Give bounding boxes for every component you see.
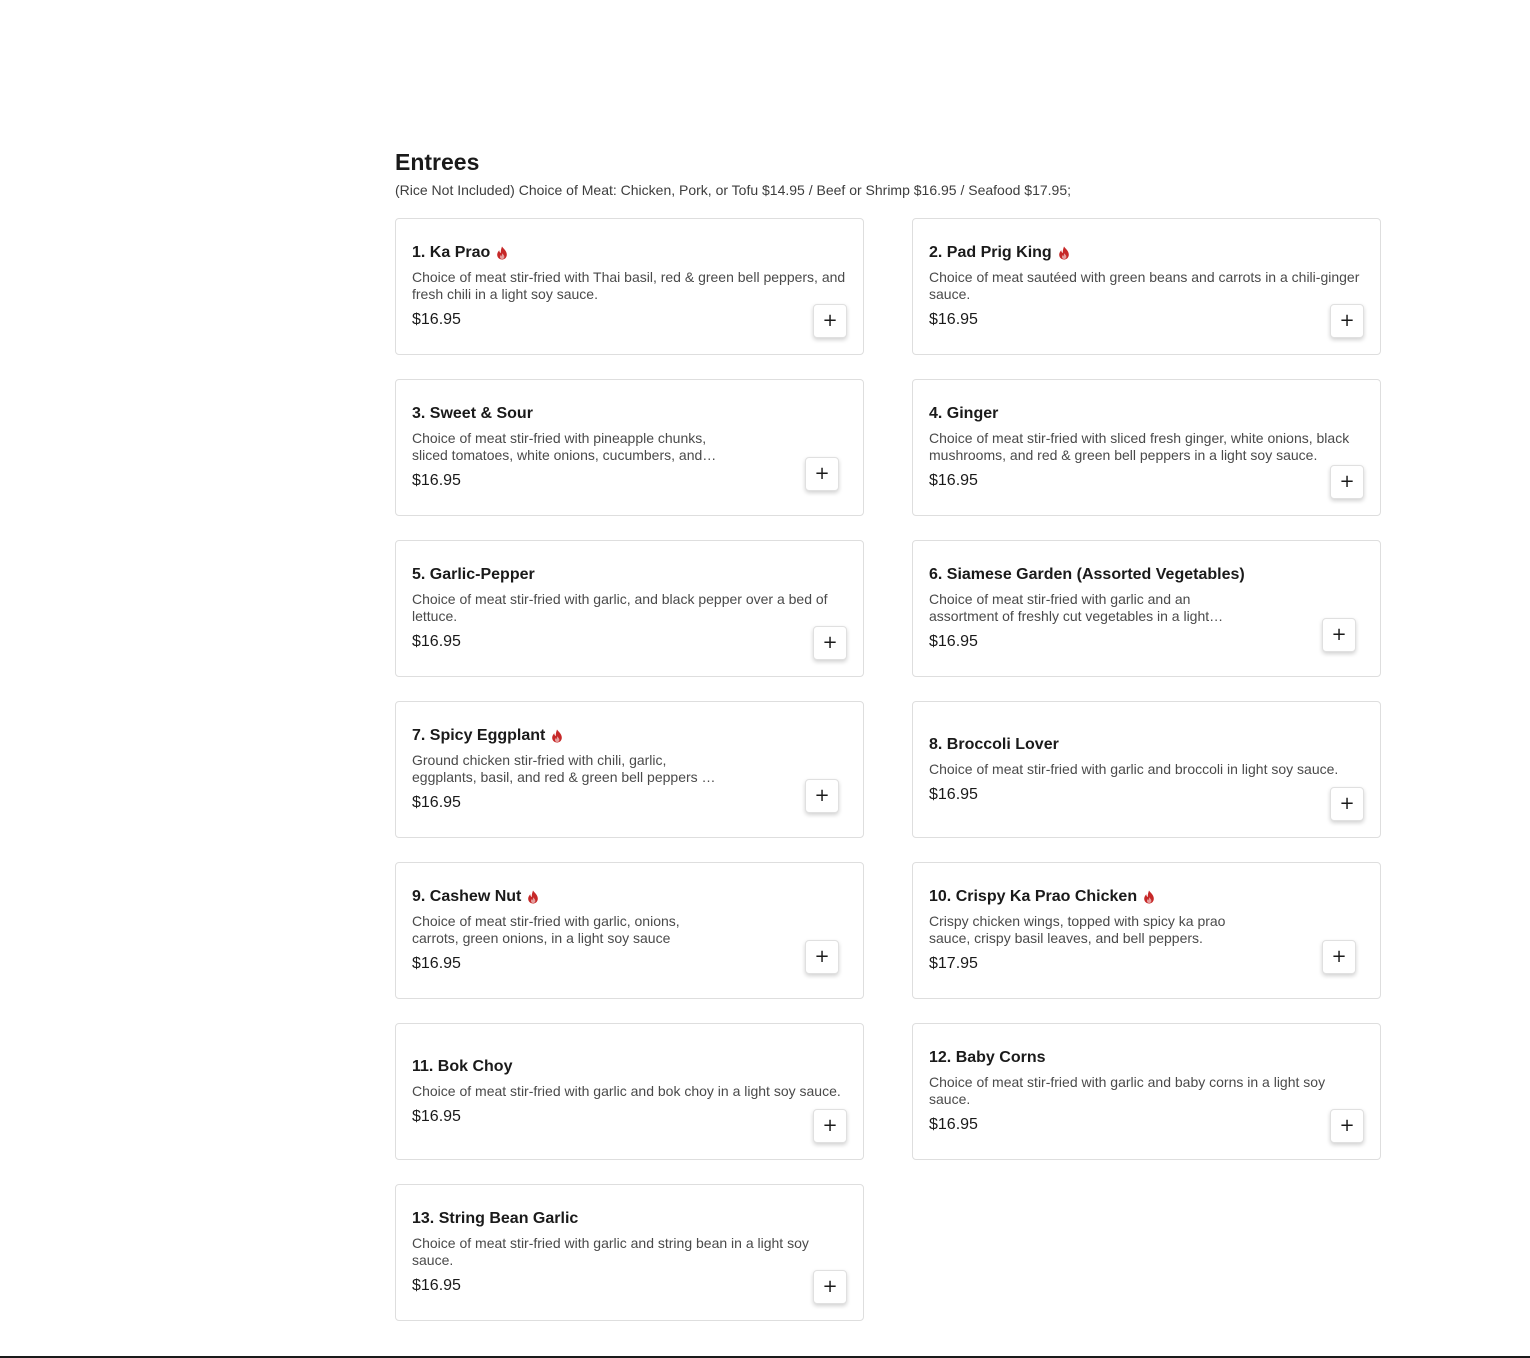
menu-item-card[interactable] <box>395 218 864 355</box>
menu-item-description: Choice of meat stir-fried with garlic and baby corns in a light soy sauce. <box>929 1074 1326 1107</box>
menu-item-name: 8. Broccoli Lover <box>929 735 1059 753</box>
menu-item-name: 9. Cashew Nut <box>412 888 522 905</box>
plus-icon: + <box>1339 793 1355 814</box>
menu-item-title-row <box>929 734 1364 756</box>
plus-icon: + <box>814 946 830 967</box>
menu-item-title-row <box>929 564 1364 586</box>
menu-item-title-row <box>412 403 847 425</box>
menu-item-card[interactable] <box>395 862 864 999</box>
menu-item-price: $16.95 <box>412 794 461 811</box>
add-item-button[interactable] <box>1330 465 1364 499</box>
menu-item-price: $16.95 <box>929 311 978 328</box>
spicy-flame-icon <box>551 729 563 743</box>
plus-icon: + <box>1339 1115 1355 1136</box>
menu-item-name: 7. Spicy Eggplant <box>412 727 546 744</box>
menu-item-name: 11. Bok Choy <box>412 1057 513 1075</box>
menu-item-title-row <box>929 403 1364 425</box>
add-item-button[interactable] <box>1330 1109 1364 1143</box>
menu-item-content <box>412 725 847 814</box>
plus-icon: + <box>822 1276 838 1297</box>
add-item-button[interactable] <box>805 457 839 491</box>
menu-item-content <box>412 886 847 975</box>
menu-item-price: $16.95 <box>929 633 978 650</box>
menu-item-name: 4. Ginger <box>929 405 999 422</box>
menu-item-description: Choice of meat stir-fried with garlic, onions, carrots, green onions, in a light soy sauce <box>412 913 680 946</box>
menu-item-grid <box>395 218 1381 1321</box>
menu-item-price: $16.95 <box>412 1277 461 1294</box>
menu-item-content <box>929 403 1364 492</box>
section-title: Entrees <box>395 149 480 175</box>
menu-item-description: Choice of meat stir-fried with Thai basil, red & green bell peppers, and fresh chili in a light soy sauce. <box>412 269 846 302</box>
menu-item-price: $17.95 <box>929 955 978 972</box>
menu-item-name: 13. String Bean Garlic <box>412 1210 579 1227</box>
menu-item-content <box>412 242 847 331</box>
menu-item-content <box>929 1047 1364 1136</box>
menu-item-description: Choice of meat stir-fried with garlic and broccoli in light soy sauce. <box>929 760 1339 777</box>
menu-item-description: Choice of meat stir-fried with garlic and string bean in a light soy sauce. <box>412 1235 809 1268</box>
menu-item-name: 6. Siamese Garden (Assorted Vegetables) <box>929 566 1245 583</box>
menu-item-name: 2. Pad Prig King <box>929 244 1052 261</box>
menu-item-description: Choice of meat stir-fried with pineapple chunks, sliced tomatoes, white onions, cucumbers, and <box>412 430 707 463</box>
add-item-button[interactable] <box>1322 940 1356 974</box>
menu-item-title-row <box>412 1056 847 1078</box>
menu-item-content <box>929 564 1364 653</box>
menu-item-card[interactable] <box>395 1184 864 1321</box>
menu-item-content <box>929 242 1364 331</box>
add-item-button[interactable] <box>813 626 847 660</box>
menu-item-description: Choice of meat stir-fried with sliced fresh ginger, white onions, black mushrooms, and red & green bell peppers in a light soy sauce. <box>929 430 1350 463</box>
menu-item-name: 5. Garlic-Pepper <box>412 566 535 583</box>
menu-item-title-row <box>412 886 847 908</box>
menu-item-price: $16.95 <box>412 955 461 972</box>
plus-icon: + <box>822 1115 838 1136</box>
add-item-button[interactable] <box>805 779 839 813</box>
menu-item-price: $16.95 <box>929 1116 978 1133</box>
plus-icon: + <box>822 632 838 653</box>
menu-item-price: $16.95 <box>412 472 461 489</box>
menu-item-description: Ground chicken stir-fried with chili, garlic, eggplants, basil, and red & green bell peppers in <box>412 752 713 785</box>
menu-item-title-row <box>412 1208 847 1230</box>
plus-icon: + <box>814 785 830 806</box>
menu-item-card[interactable] <box>912 379 1381 516</box>
plus-icon: + <box>1339 310 1355 331</box>
section-subtitle: (Rice Not Included) Choice of Meat: Chicken, Pork, or Tofu $14.95 / Beef or Shrimp $16.95 / Seafood $17.95; <box>395 182 1072 198</box>
menu-item-title-row <box>929 1047 1364 1069</box>
menu-item-name: 12. Baby Corns <box>929 1049 1046 1066</box>
add-item-button[interactable] <box>1330 304 1364 338</box>
add-item-button[interactable] <box>813 1270 847 1304</box>
menu-item-description: Choice of meat sautéed with green beans and carrots in a chili-ginger sauce. <box>929 269 1360 302</box>
menu-item-name: 1. Ka Prao <box>412 244 491 261</box>
menu-item-content <box>412 1056 847 1128</box>
menu-item-content <box>929 886 1364 975</box>
plus-icon: + <box>1331 946 1347 967</box>
entrees-section <box>395 146 1381 1321</box>
add-item-button[interactable] <box>813 1109 847 1143</box>
spicy-flame-icon <box>1058 246 1070 260</box>
menu-item-name: 10. Crispy Ka Prao Chicken <box>929 888 1138 905</box>
plus-icon: + <box>822 310 838 331</box>
menu-item-title-row <box>929 242 1364 264</box>
menu-item-card[interactable] <box>912 862 1381 999</box>
menu-item-card[interactable] <box>395 379 864 516</box>
menu-item-title-row <box>412 242 847 264</box>
menu-item-description: Crispy chicken wings, topped with spicy ka prao sauce, crispy basil leaves, and bell peppers. <box>929 913 1226 946</box>
add-item-button[interactable] <box>1330 787 1364 821</box>
plus-icon: + <box>1339 471 1355 492</box>
menu-item-content <box>412 1208 847 1297</box>
plus-icon: + <box>1331 624 1347 645</box>
menu-item-card[interactable] <box>395 701 864 838</box>
menu-item-card[interactable] <box>912 1023 1381 1160</box>
menu-item-price: $16.95 <box>412 1107 461 1125</box>
menu-item-title-row <box>412 725 847 747</box>
menu-item-content <box>412 564 847 653</box>
plus-icon: + <box>814 463 830 484</box>
menu-item-card[interactable] <box>912 540 1381 677</box>
spicy-flame-icon <box>496 246 508 260</box>
spicy-flame-icon <box>1143 890 1155 904</box>
menu-item-price: $16.95 <box>929 472 978 489</box>
menu-item-card[interactable] <box>395 1023 864 1160</box>
menu-item-card[interactable] <box>912 218 1381 355</box>
menu-item-title-row <box>412 564 847 586</box>
menu-item-content <box>412 403 847 492</box>
menu-item-name: 3. Sweet & Sour <box>412 405 533 422</box>
menu-item-card[interactable] <box>912 701 1381 838</box>
menu-item-price: $16.95 <box>412 311 461 328</box>
add-item-button[interactable] <box>805 940 839 974</box>
menu-item-price: $16.95 <box>929 785 978 803</box>
menu-item-description: Choice of meat stir-fried with garlic and bok choy in a light soy sauce. <box>412 1082 841 1099</box>
menu-item-description: Choice of meat stir-fried with garlic, and black pepper over a bed of lettuce. <box>412 591 828 624</box>
menu-item-price: $16.95 <box>412 633 461 650</box>
menu-item-title-row <box>929 886 1364 908</box>
spicy-flame-icon <box>527 890 539 904</box>
menu-item-card[interactable] <box>395 540 864 677</box>
add-item-button[interactable] <box>813 304 847 338</box>
menu-item-description: Choice of meat stir-fried with garlic and an assortment of freshly cut vegetables in a light <box>929 591 1210 624</box>
menu-item-content <box>929 734 1364 806</box>
add-item-button[interactable] <box>1322 618 1356 652</box>
